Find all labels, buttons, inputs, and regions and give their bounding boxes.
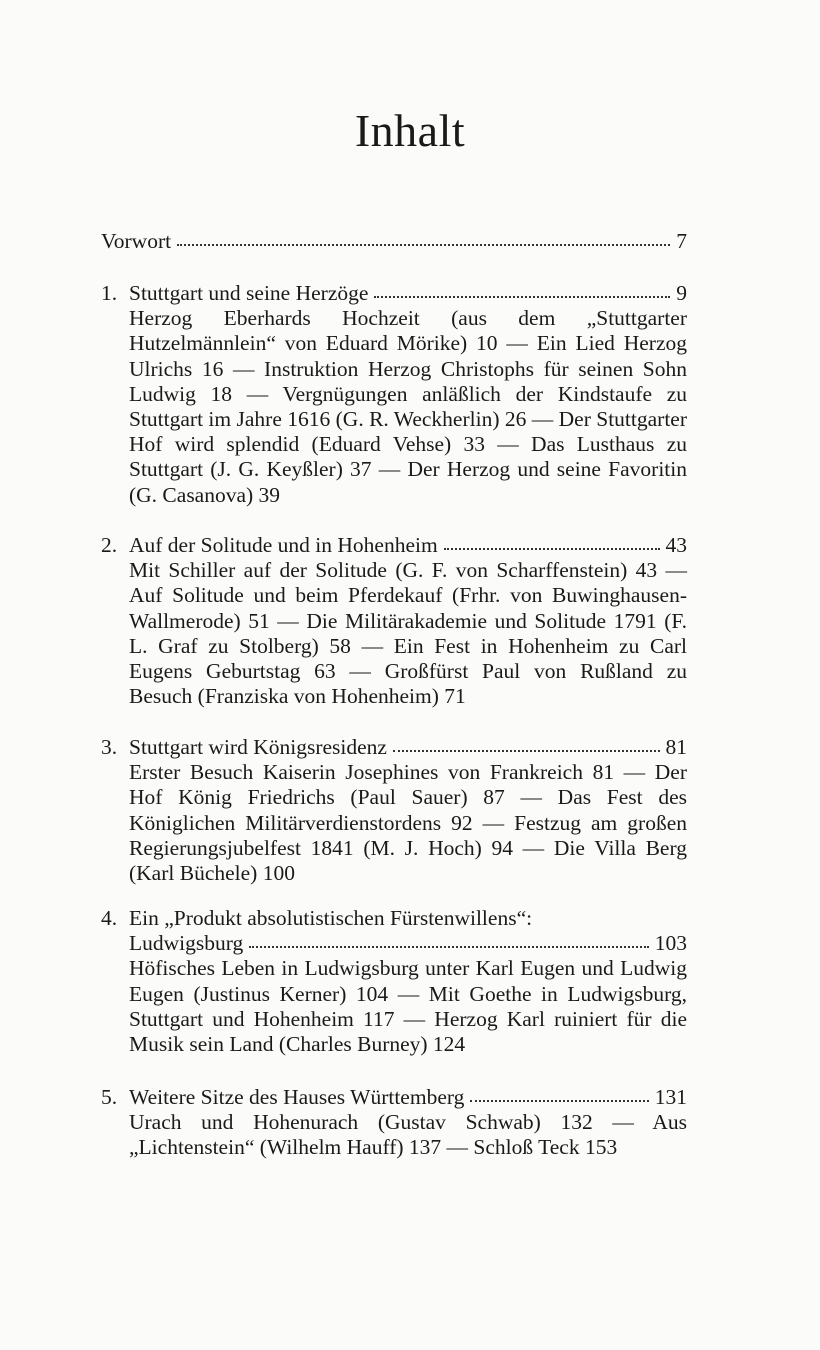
chapter-5	[101, 1085, 687, 1161]
chapter-description: Mit Schiller auf der Solitude (G. F. von Scharffenstein) 43 — Auf Solitude und beim Pferdekauf (Frhr. von Buwinghausen-Wallmerode) 51 — Die Militärakademie und Solitude 1791 (F. L. Graf zu Stolberg) 58 — Ein Fest in Hohenheim zu Carl Eugens Geburtstag 63 — Großfürst Paul von Rußland zu Besuch (Franziska von Hohenheim) 71	[129, 558, 687, 709]
dot-leader	[470, 1088, 648, 1102]
chapter-description: Herzog Eberhards Hochzeit (aus dem „Stuttgarter Hutzelmännlein“ von Eduard Mörike) 10 — Ein Lied Herzog Ulrichs 16 — Instruktion Herzog Christophs für seinen Sohn Ludwig 18 — Vergnügungen anläßlich der Kindstaufe zu Stuttgart im Jahre 1616 (G. R. Weckherlin) 26 — Der Stuttgarter Hof wird splendid (Eduard Vehse) 33 — Das Lusthaus zu Stuttgart (J. G. Keyßler) 37 — Der Herzog und seine Favoritin (G. Casanova) 39	[129, 306, 687, 507]
chapter-description: Höfisches Leben in Ludwigsburg unter Karl Eugen und Ludwig Eugen (Justinus Kerner) 104 — Mit Goethe in Ludwigsburg, Stuttgart und Hohenheim 117 — Herzog Karl ruiniert für die Musik sein Land (Charles Burney) 124	[129, 956, 687, 1057]
chapter-page: 43	[665, 533, 687, 557]
chapter-description: Erster Besuch Kaiserin Josephines von Frankreich 81 — Der Hof König Friedrichs (Paul Sauer) 87 — Das Fest des Königlichen Militärverdienstordens 92 — Festzug am großen Regierungsjubelfest 1841 (M. J. Hoch) 94 — Die Villa Berg (Karl Büchele) 100	[129, 760, 687, 886]
chapter-number: 5.	[101, 1085, 118, 1109]
chapter-number: 1.	[101, 281, 118, 305]
chapter-heading: Stuttgart und seine Herzöge	[129, 281, 369, 305]
page-title: Inhalt	[354, 105, 466, 156]
chapter-page: 131	[654, 1085, 687, 1109]
chapter-number: 4.	[101, 906, 118, 930]
dot-leader	[249, 934, 648, 948]
chapter-page: 81	[665, 735, 687, 759]
toc-entry-vorwort	[101, 229, 687, 254]
entry-page: 7	[676, 229, 687, 253]
chapter-3	[101, 735, 687, 886]
chapter-page: 9	[676, 281, 687, 305]
entry-label: Vorwort	[101, 229, 172, 253]
chapter-1	[101, 281, 687, 508]
dot-leader	[177, 232, 670, 246]
dot-leader	[393, 738, 660, 752]
chapter-page: 103	[654, 931, 687, 956]
chapter-heading-continued: Ludwigsburg	[129, 931, 244, 956]
chapter-number: 3.	[101, 735, 118, 759]
chapter-heading: Auf der Solitude und in Hohenheim	[129, 533, 438, 557]
chapter-4	[101, 906, 687, 1057]
chapter-heading: Ein „Produkt absolutistischen Fürstenwillens“:	[129, 906, 533, 930]
chapter-2	[101, 533, 687, 709]
chapter-description: Urach und Hohenurach (Gustav Schwab) 132 — Aus „Lichtenstein“ (Wilhelm Hauff) 137 — Schloß Teck 153	[129, 1110, 687, 1160]
chapter-heading: Stuttgart wird Königsresidenz	[129, 735, 387, 759]
chapter-heading: Weitere Sitze des Hauses Württemberg	[129, 1085, 465, 1109]
chapter-number: 2.	[101, 533, 118, 557]
dot-leader	[444, 536, 660, 550]
dot-leader	[374, 284, 670, 298]
